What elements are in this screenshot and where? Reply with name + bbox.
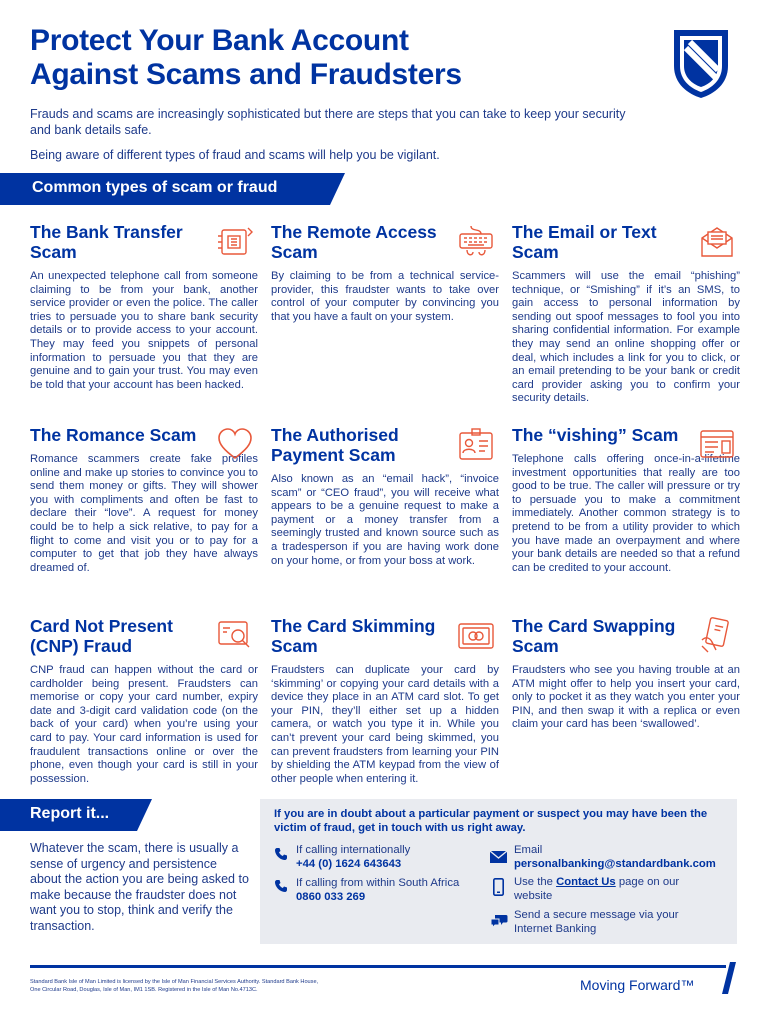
card-body: Scammers will use the email “phishing” technique, or “Smishing” if it’s an SMS, to gain access to personal information by sending out spoof messages to fool you into sharing confidential information. For example they may send an online shopping offer or deal, which includes a link for you to click, or an email pretending to be your bank or credit card provider asking you to confirm your security details. <box>512 270 740 405</box>
contact-us-link[interactable]: Contact Us <box>556 876 616 888</box>
card-body: Telephone calls offering once-in-a-lifetime investment opportunities that really are too good to be true. The caller will pressure or try to persuade you to make a commitment immediately. Another common strategy is to pretend to be from a utility provider to which you have made an overpayment and where your bank details are needed so that a refund can be credited to your account. <box>512 453 740 574</box>
chat-bubble-icon <box>490 913 508 929</box>
card-search-icon <box>216 616 254 654</box>
card-cnp-fraud <box>30 616 258 786</box>
report-body: Whatever the scam, there is usually a sense of urgency and persistence about the action you are being asked to make because the fraudster does not want you to stop, think and verify the transaction. <box>30 841 249 933</box>
card-body: By claiming to be from a technical service-provider, this fraudster wants to take over control of your computer by convincing you that you have a fault on your system. <box>271 270 499 323</box>
header <box>30 24 630 163</box>
footer-divider <box>30 965 726 968</box>
card-body: An unexpected telephone call from someone claiming to be from your bank, another service provider or even the police. The caller tries to persuade you to share bank security details or to provide access to your account. They may feed you snippets of personal information to persuade you that they are genuine and to gain your trust. You may even be told that your account has been hacked. <box>30 270 258 391</box>
card-bank-transfer-scam <box>30 222 258 392</box>
heart-icon <box>216 425 254 463</box>
secure-message[interactable]: Send a secure message via your Internet Banking <box>514 909 679 935</box>
card-body: CNP fraud can happen without the card or cardholder being present. Fraudsters can memorise or copy your card number, expiry date and 3-digit card validation code (on the back of your card) when you’re using your card to pay. Your card information is used for fraudulent transactions online or over the phone, even though your card is still in your possession. <box>30 664 258 785</box>
remote-access-icon <box>457 222 495 260</box>
website-contact: Use the Contact Us page on our website <box>514 876 680 902</box>
bank-transfer-icon <box>216 222 254 260</box>
card-title: Card Not Present (CNP) Fraud <box>30 616 173 656</box>
contact-lead: If you are in doubt about a particular payment or suspect you may have been the victim of fraud, get in touch with us right away. <box>274 808 708 834</box>
report-banner-label: Report it... <box>30 805 110 822</box>
card-skimming-scam <box>271 616 499 786</box>
intro <box>30 106 640 163</box>
sa-phone[interactable]: If calling from within South Africa 0860 033 269 <box>296 877 460 903</box>
intl-phone[interactable]: If calling internationally +44 (0) 1624 643643 <box>296 844 411 870</box>
footer-slash <box>722 962 736 994</box>
phone-calls-icon <box>698 425 736 463</box>
phone-icon <box>274 879 288 893</box>
card-title: The Bank Transfer Scam <box>30 222 183 262</box>
contact-box <box>260 799 737 944</box>
email-icon <box>698 222 736 260</box>
card-body: Fraudsters can duplicate your card by ‘skimming’ or copying your card details with a device they place in an ATM card slot. To get your PIN, they’ll either set up a hidden camera, or watch you type it in. While you can’t prevent your card being skimmed, you can prevent fraudsters from learning your PIN by shielding the ATM keypad from the view of other people when entering it. <box>271 664 499 785</box>
card-swapping-scam <box>512 616 740 732</box>
card-body: Romance scammers create fake profiles online and make up stories to convince you to send them money or gifts. They will shower you with compliments and often be fast to declare their “love”. A request for money could be to help a sick relative, to pay for a flight to come and visit you or to pay for a computer to get that job they have always dreamed of. <box>30 453 258 574</box>
card-vishing-scam <box>512 425 740 575</box>
envelope-icon <box>490 851 507 863</box>
card-authorised-payment-scam <box>271 425 499 568</box>
card-skimming-icon <box>457 616 495 654</box>
intro-paragraph-2: Being aware of different types of fraud and scams will help you be vigilant. <box>30 148 440 162</box>
card-swap-icon <box>698 616 736 654</box>
mobile-icon <box>493 878 504 896</box>
report-banner <box>0 799 152 831</box>
email-contact[interactable]: Email personalbanking@standardbank.com <box>514 844 716 870</box>
card-email-text-scam <box>512 222 740 406</box>
page-title: Protect Your Bank Account Against Scams and Fraudsters <box>30 24 462 91</box>
card-title: The Card Skimming Scam <box>271 616 436 656</box>
section-banner <box>0 173 345 205</box>
card-body: Also known as an “email hack”, “invoice scam” or “CEO fraud”, you will receive what appears to be a genuine request to make a payment or a money transfer from a seemingly trusted and known source such as a tradesperson if you are having work done on your home, or from your boss at work. <box>271 473 499 567</box>
card-body: Fraudsters who see you having trouble at an ATM might offer to help you insert your card, only to pocket it as they watch you enter your PIN, and then swap it with a replica or even claim your card has been ‘swallowed’. <box>512 664 740 731</box>
legal-text: Standard Bank Isle of Man Limited is licensed by the Isle of Man Financial Services Authority. Standard Bank House, One Circular Road, Douglas, Isle of Man, IM1 1SB. Registered in the Isle of Man No.4713C. <box>30 979 319 993</box>
id-card-icon <box>457 425 495 463</box>
card-title: The Remote Access Scam <box>271 222 437 262</box>
card-title: The Authorised Payment Scam <box>271 425 399 465</box>
card-title: The Card Swapping Scam <box>512 616 676 656</box>
card-title: The Email or Text Scam <box>512 222 657 262</box>
standard-bank-shield-logo <box>670 26 732 100</box>
card-remote-access-scam <box>271 222 499 324</box>
tagline: Moving Forward™ <box>580 977 695 993</box>
card-romance-scam <box>30 425 258 575</box>
card-title: The Romance Scam <box>30 425 197 445</box>
phone-icon <box>274 847 288 861</box>
card-title: The “vishing” Scam <box>512 425 679 445</box>
intro-paragraph-1: Frauds and scams are increasingly sophisticated but there are steps that you can take to keep your security and bank details safe. <box>30 107 626 137</box>
section-banner-label: Common types of scam or fraud <box>32 179 278 196</box>
